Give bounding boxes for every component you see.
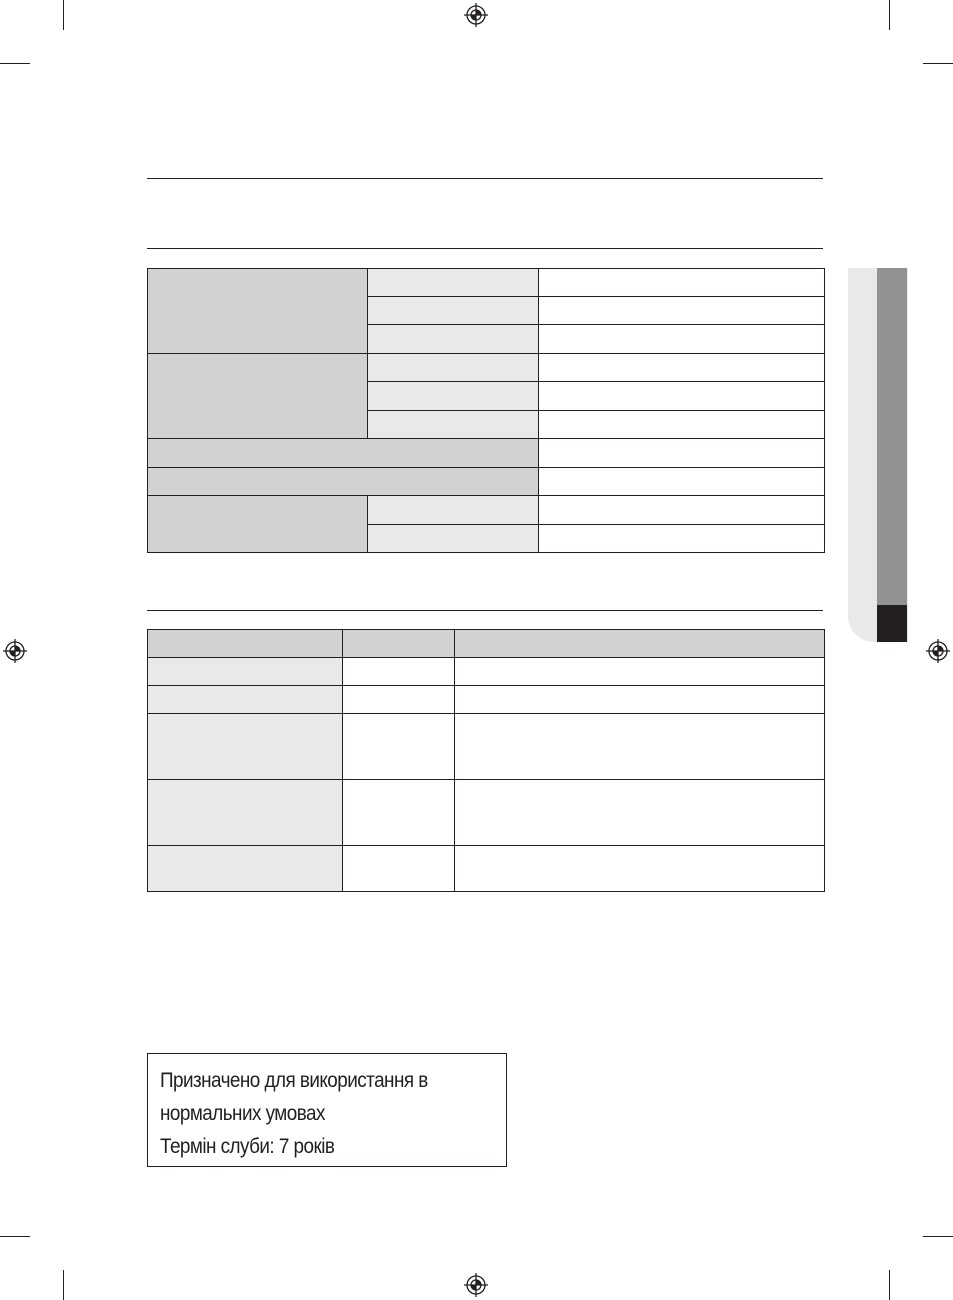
notice-line-service-life: Термін слуби: 7 років bbox=[160, 1135, 335, 1158]
table-header-row bbox=[148, 630, 825, 658]
table-cell bbox=[148, 714, 343, 780]
table-cell bbox=[455, 714, 825, 780]
table-row bbox=[148, 354, 825, 382]
crop-mark-top-right-h bbox=[923, 63, 953, 64]
crop-mark-top-right bbox=[889, 0, 890, 30]
registration-mark-icon bbox=[926, 639, 950, 663]
table-row bbox=[148, 439, 825, 468]
section-rule-second bbox=[147, 610, 823, 611]
table-cell bbox=[539, 297, 825, 325]
table-row bbox=[148, 468, 825, 496]
table-cell bbox=[148, 780, 343, 846]
table-cell bbox=[148, 686, 343, 714]
table-cell bbox=[539, 496, 825, 525]
table-row bbox=[148, 780, 825, 846]
table-cell bbox=[368, 382, 539, 411]
table-row bbox=[148, 714, 825, 780]
specifications-table bbox=[147, 268, 825, 553]
table-cell bbox=[148, 269, 368, 354]
table-cell bbox=[368, 496, 539, 525]
table-row bbox=[148, 658, 825, 686]
table-cell bbox=[148, 658, 343, 686]
crop-mark-bottom-right bbox=[889, 1270, 890, 1300]
section-rule-specs bbox=[147, 248, 823, 249]
section-rule-top bbox=[147, 178, 823, 179]
table-cell bbox=[368, 525, 539, 553]
table-cell bbox=[539, 525, 825, 553]
crop-mark-bottom-left-h bbox=[0, 1236, 30, 1237]
table-cell bbox=[455, 686, 825, 714]
table-row bbox=[148, 846, 825, 892]
table-cell bbox=[148, 354, 368, 439]
chapter-tab-marker bbox=[877, 605, 907, 642]
table-cell bbox=[148, 496, 368, 553]
table-cell bbox=[343, 846, 455, 892]
crop-mark-top-left-h bbox=[0, 63, 30, 64]
table-header-cell bbox=[455, 630, 825, 658]
registration-mark-icon bbox=[464, 1273, 488, 1297]
table-cell bbox=[368, 297, 539, 325]
table-cell bbox=[148, 439, 539, 468]
table-cell bbox=[148, 468, 539, 496]
table-cell bbox=[539, 468, 825, 496]
table-cell bbox=[455, 658, 825, 686]
notice-line-conditions: нормальних умовах bbox=[160, 1102, 325, 1125]
table-cell bbox=[343, 780, 455, 846]
table-cell bbox=[539, 411, 825, 439]
table-cell bbox=[343, 658, 455, 686]
crop-mark-top-left bbox=[63, 0, 64, 30]
table-cell bbox=[343, 714, 455, 780]
table-cell bbox=[539, 382, 825, 411]
table-cell bbox=[368, 269, 539, 297]
crop-mark-bottom-right-h bbox=[923, 1236, 953, 1237]
crop-mark-bottom-left bbox=[63, 1270, 64, 1300]
registration-mark-icon bbox=[3, 639, 27, 663]
table-row bbox=[148, 496, 825, 525]
table-cell bbox=[368, 411, 539, 439]
table-cell bbox=[368, 354, 539, 382]
table-row bbox=[148, 686, 825, 714]
table-cell bbox=[455, 846, 825, 892]
chapter-tab-band bbox=[877, 268, 907, 605]
usage-notice-box bbox=[147, 1053, 507, 1167]
table-cell bbox=[539, 354, 825, 382]
table-header-cell bbox=[148, 630, 343, 658]
second-table bbox=[147, 629, 825, 892]
table-cell bbox=[539, 325, 825, 354]
table-cell bbox=[148, 846, 343, 892]
table-cell bbox=[539, 439, 825, 468]
table-cell bbox=[368, 325, 539, 354]
notice-line-intended-use: Призначено для використання в bbox=[160, 1069, 428, 1092]
table-header-cell bbox=[343, 630, 455, 658]
table-cell bbox=[343, 686, 455, 714]
table-cell bbox=[455, 780, 825, 846]
table-row bbox=[148, 269, 825, 297]
table-cell bbox=[539, 269, 825, 297]
registration-mark-icon bbox=[464, 3, 488, 27]
